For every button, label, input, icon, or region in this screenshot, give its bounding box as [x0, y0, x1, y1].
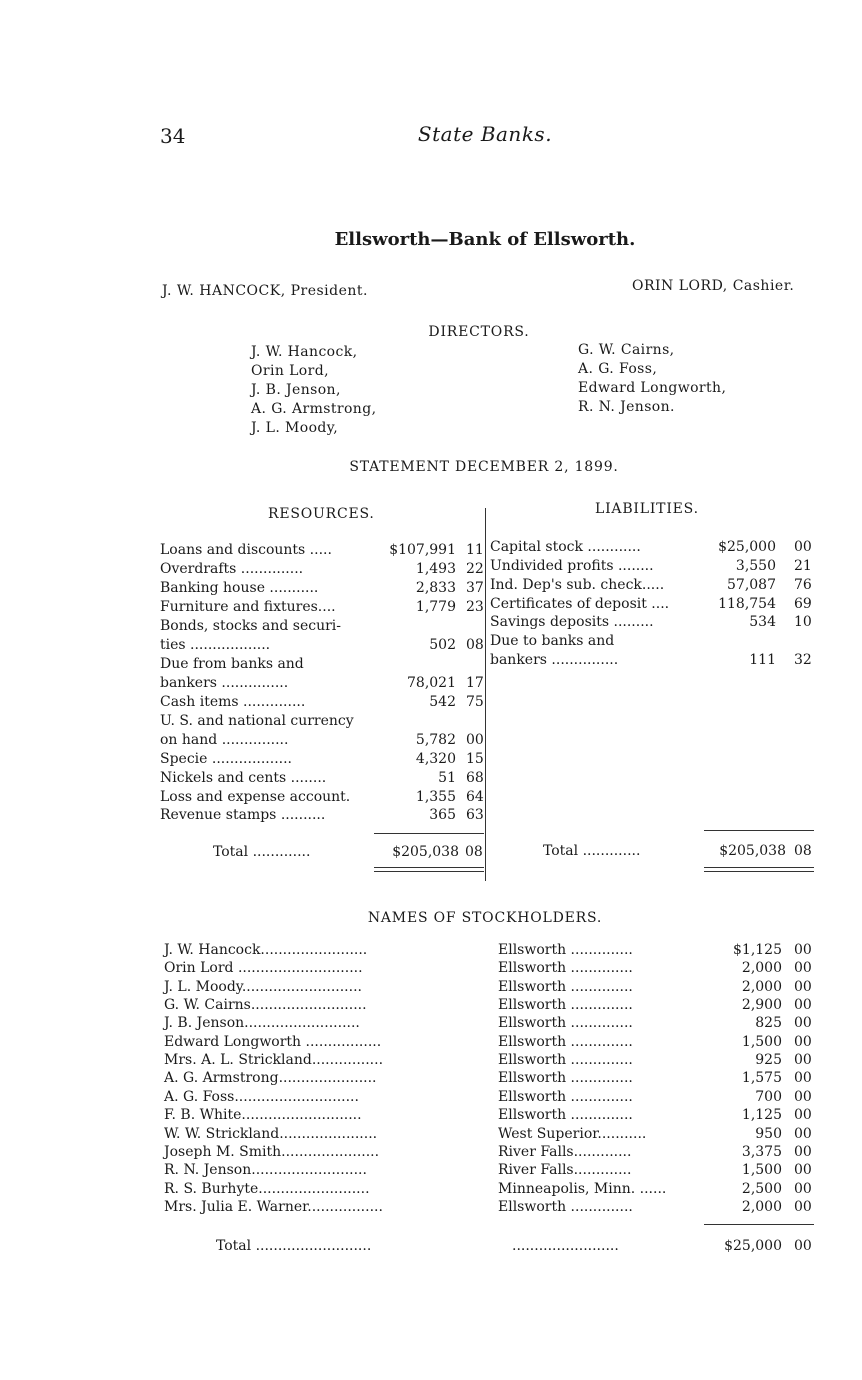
total-label: Total ..........................: [216, 1238, 372, 1254]
stockholder-row: [160, 1161, 820, 1179]
stockholder-row: [160, 1125, 820, 1143]
resource-dollars: 365: [429, 807, 456, 823]
stockholder-row: [160, 1051, 820, 1069]
liabilities-double-rule-2: [704, 871, 814, 872]
liability-label: Capital stock ............: [490, 539, 641, 555]
director-name: A. G. Armstrong,: [251, 401, 377, 417]
resource-label: Specie ..................: [160, 751, 292, 767]
resource-row: [160, 560, 490, 579]
liability-cents: 69: [794, 596, 812, 612]
stockholder-cents: 00: [794, 1162, 812, 1179]
stockholder-name: R. S. Burhyte.........................: [164, 1180, 370, 1197]
liability-label: Ind. Dep's sub. check.....: [490, 577, 665, 593]
resource-label: Nickels and cents ........: [160, 770, 327, 786]
resource-row: [160, 636, 490, 655]
liability-cents: 10: [794, 614, 812, 630]
resource-cents: 11: [466, 542, 484, 558]
resource-row: [160, 693, 490, 712]
total-dollars: $25,000: [724, 1238, 782, 1254]
liabilities-total-row: [543, 842, 819, 861]
stockholder-row: [160, 996, 820, 1014]
liability-label: bankers ...............: [490, 652, 619, 668]
stockholder-dollars: 950: [755, 1125, 782, 1142]
total-dollars: $205,038: [392, 844, 459, 860]
resource-row: [160, 788, 490, 807]
director-name: J. L. Moody,: [251, 420, 339, 436]
resource-row: [160, 731, 490, 750]
directors-heading: DIRECTORS.: [428, 324, 530, 340]
stockholder-town: Ellsworth ..............: [498, 978, 633, 995]
liability-dollars: 118,754: [718, 596, 776, 612]
liability-row: [490, 651, 820, 670]
stockholders-total-row: [160, 1237, 820, 1255]
resource-label: ties ..................: [160, 637, 271, 653]
director-name: J. B. Jenson,: [251, 382, 341, 398]
stockholder-dollars: 2,000: [741, 1198, 782, 1215]
stockholder-name: Mrs. Julia E. Warner.................: [164, 1198, 383, 1215]
stockholder-row: [160, 1088, 820, 1106]
resource-cents: 22: [466, 561, 484, 577]
resources-total-rule: [374, 833, 484, 834]
resource-cents: 15: [466, 751, 484, 767]
stockholder-dollars: 1,575: [741, 1070, 782, 1087]
resource-dollars: 51: [438, 770, 456, 786]
resource-dollars: 1,779: [415, 599, 456, 615]
liabilities-heading: LIABILITIES.: [595, 501, 699, 517]
resource-label: on hand ...............: [160, 732, 289, 748]
liability-row: [490, 613, 820, 632]
resource-dollars: 2,833: [415, 580, 456, 596]
stockholder-town: Ellsworth ..............: [498, 1033, 633, 1050]
stockholder-town: Ellsworth ..............: [498, 1052, 633, 1069]
stockholder-row: [160, 1106, 820, 1124]
liability-label: Certificates of deposit ....: [490, 596, 670, 612]
liabilities-double-rule-1: [704, 867, 814, 868]
stockholder-row: [160, 1069, 820, 1087]
resource-cents: 17: [466, 675, 484, 691]
liability-row: [490, 576, 820, 595]
resource-cents: 00: [466, 732, 484, 748]
stockholder-cents: 00: [794, 1088, 812, 1105]
resource-dollars: 5,782: [415, 732, 456, 748]
liability-label: Due to banks and: [490, 633, 615, 649]
resource-dollars: 78,021: [407, 675, 456, 691]
resource-row: [160, 617, 490, 636]
stockholder-town: Ellsworth ..............: [498, 942, 633, 958]
stockholder-cents: 00: [794, 1125, 812, 1142]
resource-label: Cash items ..............: [160, 694, 306, 710]
stockholder-town: Ellsworth ..............: [498, 960, 633, 977]
resource-row: [160, 674, 490, 693]
resource-label: Overdrafts ..............: [160, 561, 304, 577]
resource-label: bankers ...............: [160, 675, 289, 691]
stockholder-cents: 00: [794, 997, 812, 1014]
stockholder-name: Joseph M. Smith......................: [164, 1143, 380, 1160]
resource-row: [160, 750, 490, 769]
resources-total-row: [213, 843, 489, 862]
director-name: Edward Longworth,: [578, 380, 727, 396]
total-label: Total .............: [213, 844, 311, 860]
stockholder-dollars: 1,500: [741, 1033, 782, 1050]
resources-double-rule-1: [374, 867, 484, 868]
liability-cents: 21: [794, 558, 812, 574]
stockholders-total-rule: [704, 1224, 814, 1225]
stockholder-dollars: 2,900: [741, 997, 782, 1014]
resource-label: Due from banks and: [160, 656, 304, 672]
liability-label: Undivided profits ........: [490, 558, 654, 574]
director-name: J. W. Hancock,: [251, 344, 358, 360]
directors-left-column: [251, 343, 376, 438]
stockholder-town: Ellsworth ..............: [498, 1198, 633, 1215]
stockholder-dollars: 2,500: [741, 1180, 782, 1197]
stockholder-row: [160, 959, 820, 977]
stockholder-town: Ellsworth ..............: [498, 1107, 633, 1124]
resource-row: [160, 806, 490, 825]
resources-heading: RESOURCES.: [268, 506, 375, 522]
stockholder-cents: 00: [794, 960, 812, 977]
stockholder-cents: 00: [794, 1180, 812, 1197]
stockholder-town: Ellsworth ..............: [498, 1015, 633, 1032]
liability-row: [490, 595, 820, 614]
stockholder-name: J. L. Moody...........................: [164, 978, 362, 995]
liability-dollars: $25,000: [718, 539, 776, 555]
stockholder-cents: 00: [794, 942, 812, 958]
resource-label: Furniture and fixtures....: [160, 599, 336, 615]
stockholder-cents: 00: [794, 978, 812, 995]
stockholder-name: Mrs. A. L. Strickland................: [164, 1052, 384, 1069]
stockholder-row: [160, 1014, 820, 1032]
stockholder-dollars: 925: [755, 1052, 782, 1069]
stockholder-row: [160, 941, 820, 959]
resource-label: Bonds, stocks and securi-: [160, 618, 341, 634]
stockholder-town: Ellsworth ..............: [498, 1088, 633, 1105]
stockholder-row: [160, 1198, 820, 1216]
resource-cents: 08: [466, 637, 484, 653]
total-leader: ........................: [512, 1238, 619, 1254]
stockholder-name: Orin Lord ............................: [164, 960, 363, 977]
resource-label: Loans and discounts .....: [160, 542, 332, 558]
resource-label: U. S. and national currency: [160, 713, 354, 729]
stockholder-town: River Falls.............: [498, 1143, 632, 1160]
stockholder-name: J. W. Hancock........................: [164, 942, 368, 958]
stockholder-dollars: 825: [755, 1015, 782, 1032]
liability-label: Savings deposits .........: [490, 614, 654, 630]
resource-row: [160, 712, 490, 731]
director-name: A. G. Foss,: [578, 361, 658, 377]
director-name: Orin Lord,: [251, 363, 329, 379]
resource-row: [160, 579, 490, 598]
liability-row: [490, 632, 820, 651]
liability-dollars: 111: [749, 652, 776, 668]
liability-cents: 00: [794, 539, 812, 555]
stockholder-name: F. B. White...........................: [164, 1107, 362, 1124]
resource-row: [160, 655, 490, 674]
resource-row: [160, 541, 490, 560]
resources-double-rule-2: [374, 871, 484, 872]
stockholder-cents: 00: [794, 1033, 812, 1050]
director-name: G. W. Cairns,: [578, 342, 675, 358]
resource-label: Revenue stamps ..........: [160, 807, 326, 823]
resource-dollars: 1,355: [415, 789, 456, 805]
total-cents: 08: [794, 843, 812, 859]
liability-dollars: 534: [749, 614, 776, 630]
stockholder-name: A. G. Foss............................: [164, 1088, 359, 1105]
stockholder-name: R. N. Jenson..........................: [164, 1162, 367, 1179]
total-cents: 08: [465, 844, 483, 860]
stockholder-cents: 00: [794, 1143, 812, 1160]
stockholder-dollars: 2,000: [741, 960, 782, 977]
resource-cents: 64: [466, 789, 484, 805]
stockholder-name: W. W. Strickland......................: [164, 1125, 378, 1142]
cashier-line: ORIN LORD, Cashier.: [632, 278, 795, 294]
liability-row: [490, 557, 820, 576]
stockholder-name: A. G. Armstrong......................: [164, 1070, 377, 1087]
stockholder-row: [160, 1143, 820, 1161]
stockholders-heading: NAMES OF STOCKHOLDERS.: [367, 910, 603, 926]
stockholder-dollars: 1,500: [741, 1162, 782, 1179]
resource-cents: 23: [466, 599, 484, 615]
stockholder-row: [160, 1033, 820, 1051]
stockholder-dollars: 3,375: [741, 1143, 782, 1160]
stockholder-name: Edward Longworth .................: [164, 1033, 382, 1050]
resource-cents: 37: [466, 580, 484, 596]
stockholder-town: West Superior...........: [498, 1125, 647, 1142]
total-label: Total .............: [543, 843, 641, 859]
resource-label: Loss and expense account.: [160, 789, 351, 805]
resource-cents: 63: [466, 807, 484, 823]
stockholder-dollars: 1,125: [741, 1107, 782, 1124]
liabilities-total-rule: [704, 830, 814, 831]
stockholder-name: G. W. Cairns..........................: [164, 997, 367, 1014]
running-title: State Banks.: [417, 122, 553, 146]
stockholder-row: [160, 1180, 820, 1198]
total-dollars: $205,038: [719, 843, 786, 859]
president-line: J. W. HANCOCK, President.: [162, 283, 368, 299]
stockholder-town: Ellsworth ..............: [498, 997, 633, 1014]
resource-dollars: $107,991: [389, 542, 456, 558]
resource-dollars: 542: [429, 694, 456, 710]
stockholder-dollars: 700: [755, 1088, 782, 1105]
stockholder-cents: 00: [794, 1107, 812, 1124]
resource-dollars: 4,320: [415, 751, 456, 767]
page-number: 34: [160, 124, 186, 148]
resource-dollars: 502: [429, 637, 456, 653]
resource-dollars: 1,493: [415, 561, 456, 577]
stockholder-cents: 00: [794, 1198, 812, 1215]
total-cents: 00: [794, 1238, 812, 1254]
directors-right-column: [578, 341, 726, 417]
stockholder-dollars: 2,000: [741, 978, 782, 995]
stockholder-town: Minneapolis, Minn. ......: [498, 1180, 667, 1197]
stockholder-dollars: $1,125: [733, 942, 782, 958]
liability-dollars: 57,087: [727, 577, 776, 593]
statement-heading: STATEMENT DECEMBER 2, 1899.: [349, 459, 619, 475]
resource-label: Banking house ...........: [160, 580, 319, 596]
stockholder-cents: 00: [794, 1070, 812, 1087]
stockholder-cents: 00: [794, 1015, 812, 1032]
liability-row: [490, 538, 820, 557]
resource-row: [160, 598, 490, 617]
resource-row: [160, 769, 490, 788]
resource-cents: 75: [466, 694, 484, 710]
liability-cents: 32: [794, 652, 812, 668]
resource-cents: 68: [466, 770, 484, 786]
bank-title: Ellsworth—Bank of Ellsworth.: [334, 229, 636, 250]
liability-dollars: 3,550: [735, 558, 776, 574]
stockholder-row: [160, 978, 820, 996]
director-name: R. N. Jenson.: [578, 399, 675, 415]
stockholder-town: Ellsworth ..............: [498, 1070, 633, 1087]
liability-cents: 76: [794, 577, 812, 593]
stockholder-name: J. B. Jenson..........................: [164, 1015, 360, 1032]
stockholder-town: River Falls.............: [498, 1162, 632, 1179]
stockholder-cents: 00: [794, 1052, 812, 1069]
